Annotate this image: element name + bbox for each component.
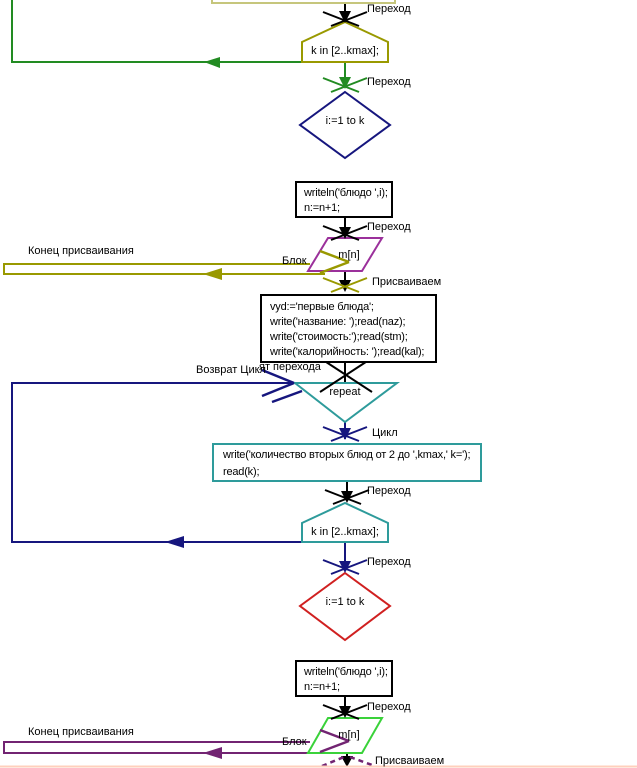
parallelogram-text: m[n] [338, 729, 360, 741]
prompt-block[interactable] [212, 443, 482, 482]
connector-label-assign: Присваиваем [372, 276, 442, 288]
connector-label-transition: Переход [367, 701, 411, 713]
code-line: n:=n+1; [304, 202, 340, 214]
connector-label-block: Блок [282, 255, 307, 267]
chevron-right-icon [262, 383, 294, 396]
green-left-arrowhead-icon [204, 57, 220, 68]
code-line: writeln('блюдо ',i); [304, 187, 388, 199]
code-line: read(k); [223, 466, 260, 478]
input-block[interactable] [260, 294, 437, 363]
diamond-text: i:=1 to k [325, 115, 365, 127]
connector-label-end-assign: Конец присваивания [28, 245, 134, 257]
code-line: write('калорийность: ');read(kal); [270, 346, 425, 358]
pentagon-text: k in [2..kmax]; [311, 45, 379, 57]
code-line: write('количество вторых блюд от 2 до ',kmax,' k='); [223, 449, 471, 461]
writeln-block-1[interactable] [295, 181, 393, 218]
diamond-text: i:=1 to k [325, 596, 365, 608]
connector-label-block: Блок [282, 736, 307, 748]
code-line: vyd:='первые блюда'; [270, 301, 374, 313]
connector-label-transition: Переход [367, 556, 411, 568]
code-line: write('название: ');read(naz); [270, 316, 406, 328]
olive-return-connector [4, 264, 325, 274]
pentagon-text: k in [2..kmax]; [311, 526, 379, 538]
triangle-text: repeat [329, 386, 361, 398]
parallelogram-text: m[n] [338, 249, 360, 261]
green-loop-line [12, 0, 303, 62]
chevron-right-icon [272, 391, 302, 402]
olive-left-arrowhead-icon [203, 268, 222, 280]
connector-label-assign: Присваиваем [375, 755, 445, 767]
x-mark [322, 757, 344, 766]
connector-label-loop: Цикл [372, 427, 398, 439]
code-line: write('стоимость:');read(stm); [270, 331, 408, 343]
x-mark [350, 757, 372, 765]
connector-label-transition: Переход [367, 3, 411, 15]
writeln-block-2[interactable] [295, 660, 393, 697]
connector-label-transition: Переход [367, 485, 411, 497]
connector-label-end-assign: Конец присваивания [28, 726, 134, 738]
purple-left-arrowhead-icon [203, 747, 222, 759]
connector-label-loop-return-overlap: ят перехода [259, 361, 321, 373]
connector-label-transition: Переход [367, 76, 411, 88]
navy-left-arrowhead-icon [165, 536, 184, 548]
connector-label-loop-return: Возврат Цикл [196, 364, 266, 376]
code-line: writeln('блюдо ',i); [304, 666, 388, 678]
connector-label-transition: Переход [367, 221, 411, 233]
code-line: n:=n+1; [304, 681, 340, 693]
